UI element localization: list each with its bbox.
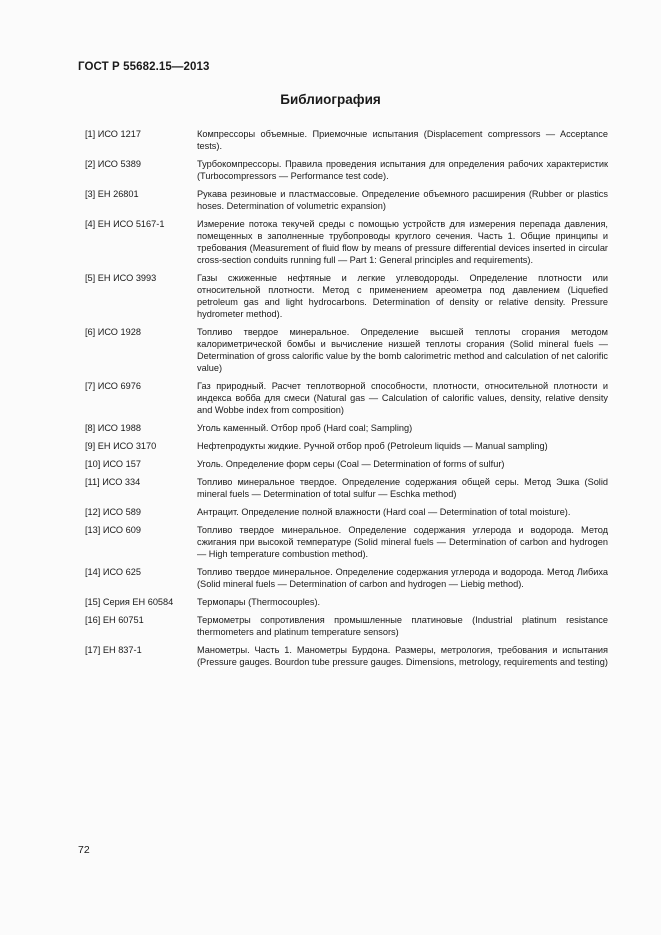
bibliography-entry	[85, 566, 608, 590]
entry-reference: [14] ИСО 625	[85, 567, 141, 577]
entry-reference: [13] ИСО 609	[85, 525, 141, 535]
entry-description: Антрацит. Определение полной влажности (Hard coal — Determination of total moisture).	[197, 507, 571, 517]
bibliography-entry	[85, 644, 608, 668]
entry-description: Уголь каменный. Отбор проб (Hard coal; Sampling)	[197, 423, 413, 433]
entry-description: Топливо твердое минеральное. Определение содержания углерода и водорода. Метод сжигания при высокой температуре (Solid mineral fuels — Determination of carbon and hydrogen — High temperature combustion method).	[197, 525, 608, 559]
entry-reference: [4] ЕН ИСО 5167-1	[85, 219, 165, 229]
entry-description: Измерение потока текучей среды с помощью устройств для измерения перепада давления, помещенных в заполненные трубопроводы круглого сечения. Часть 1. Общие принципы и требования (Measurement of fluid flow by means of pressure differential devices inserted in circular cross-section conduits running full — Part 1: General principles and requirements).	[197, 219, 608, 265]
entry-reference: [2] ИСО 5389	[85, 159, 141, 169]
bibliography-entry	[85, 380, 608, 416]
entry-description: Уголь. Определение форм серы (Coal — Determination of forms of sulfur)	[197, 459, 505, 469]
entry-reference: [5] ЕН ИСО 3993	[85, 273, 157, 283]
entry-reference: [6] ИСО 1928	[85, 327, 141, 337]
bibliography-entry	[85, 188, 608, 212]
bibliography-entry	[85, 422, 608, 434]
page-title: Библиография	[280, 92, 381, 107]
entry-description: Топливо минеральное твердое. Определение содержания общей серы. Метод Эшка (Solid mineral fuels — Determination of total sulfur — Eschka method)	[197, 477, 608, 499]
entry-reference: [7] ИСО 6976	[85, 381, 141, 391]
bibliography-entry	[85, 440, 608, 452]
entry-reference: [12] ИСО 589	[85, 507, 141, 517]
entry-reference: [1] ИСО 1217	[85, 129, 141, 139]
entry-description: Топливо твердое минеральное. Определение содержания углерода и водорода. Метод Либиха (Solid mineral fuels — Determination of carbon and hydrogen — Liebig method).	[197, 567, 608, 589]
entry-description: Манометры. Часть 1. Манометры Бурдона. Размеры, метрология, требования и испытания (Pressure gauges. Bourdon tube pressure gauges. Dimensions, metrology, requirements and testing)	[197, 645, 608, 667]
bibliography-entry	[85, 458, 608, 470]
entry-reference: [17] ЕН 837-1	[85, 645, 142, 655]
entry-reference: [9] ЕН ИСО 3170	[85, 441, 157, 451]
bibliography-entry	[85, 218, 608, 266]
bibliography-entry	[85, 326, 608, 374]
entry-description: Топливо твердое минеральное. Определение высшей теплоты сгорания методом калориметрической бомбы и вычисление низшей теплоты сгорания (Solid mineral fuels — Determination of gross calorific value by the bomb calorimetric method and calculation of net calorific value)	[197, 327, 608, 373]
entry-description: Газ природный. Расчет теплотворной способности, плотности, относительной плотности и индекса вобба для смеси (Natural gas — Calculation of calorific values, density, relative density and Wobbe index from composition)	[197, 381, 608, 415]
bibliography-entry	[85, 158, 608, 182]
bibliography-entry	[85, 506, 608, 518]
page-number: 72	[78, 844, 90, 856]
entry-description: Термометры сопротивления промышленные платиновые (Industrial platinum resistance thermometers and platinum temperature sensors)	[197, 615, 608, 637]
entry-description: Компрессоры объемные. Приемочные испытания (Displacement compressors — Acceptance tests).	[197, 129, 608, 151]
entry-reference: [15] Серия ЕН 60584	[85, 597, 174, 607]
bibliography-entry	[85, 128, 608, 152]
bibliography-entry	[85, 272, 608, 320]
entry-reference: [16] ЕН 60751	[85, 615, 144, 625]
entry-reference: [10] ИСО 157	[85, 459, 141, 469]
entry-reference: [8] ИСО 1988	[85, 423, 141, 433]
bibliography-entry	[85, 596, 608, 608]
entry-description: Газы сжиженные нефтяные и легкие углеводороды. Определение плотности или относительной плотности. Метод с применением ареометра под давлением (Liquefied petroleum gas and light hydrocarbons. Determination of density or relative density. Pressure hydrometer method).	[197, 273, 608, 319]
entry-description: Нефтепродукты жидкие. Ручной отбор проб (Petroleum liquids — Manual sampling)	[197, 441, 548, 451]
entry-description: Термопары (Thermocouples).	[197, 597, 321, 607]
entry-reference: [11] ИСО 334	[85, 477, 141, 487]
entry-description: Рукава резиновые и пластмассовые. Определение объемного расширения (Rubber or plastics hoses. Determination of volumetric expansion)	[197, 189, 608, 211]
bibliography-list	[85, 128, 608, 674]
entry-reference: [3] ЕН 26801	[85, 189, 139, 199]
bibliography-entry	[85, 524, 608, 560]
entry-description: Турбокомпрессоры. Правила проведения испытания для определения рабочих характеристик (Turbocompressors — Performance test code).	[197, 159, 608, 181]
bibliography-entry	[85, 614, 608, 638]
bibliography-entry	[85, 476, 608, 500]
document-code: ГОСТ Р 55682.15—2013	[78, 61, 210, 73]
